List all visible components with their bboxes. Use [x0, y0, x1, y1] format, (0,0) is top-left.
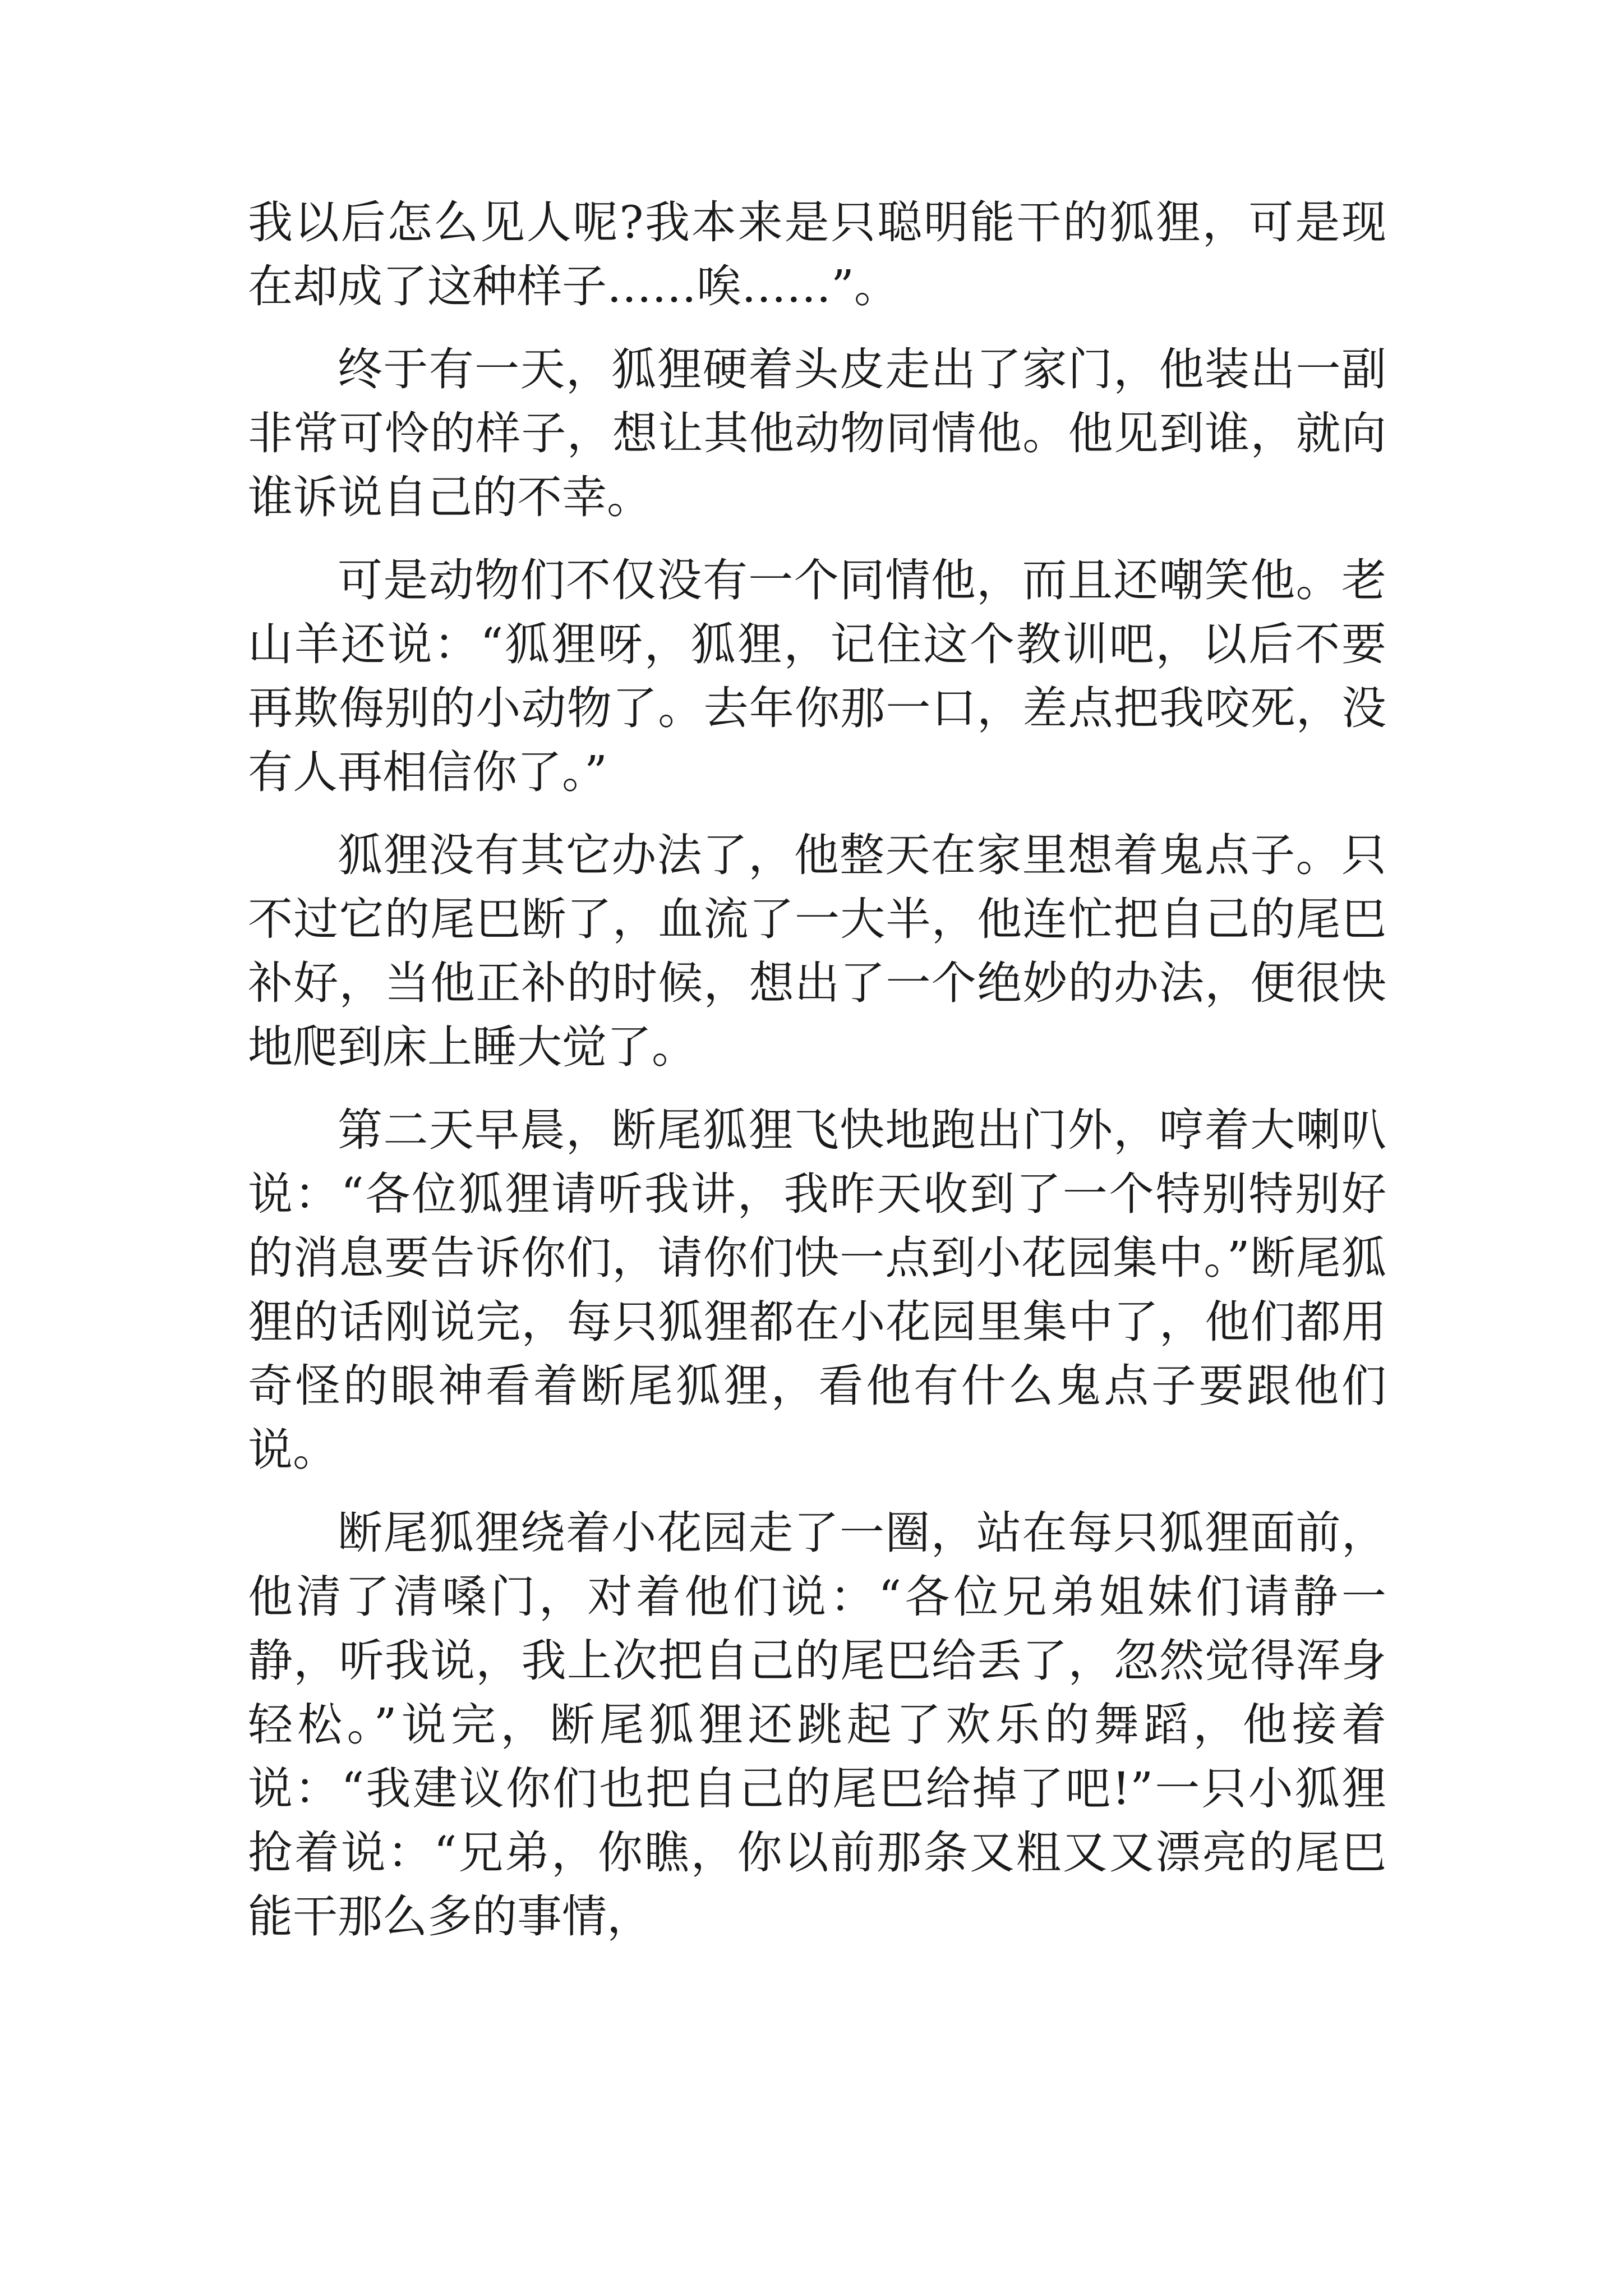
paragraph-2: 终于有一天，狐狸硬着头皮走出了家门，他装出一副非常可怜的样子，想让其他动物同情他。他见到谁，就向谁诉说自己的不幸。	[248, 343, 1386, 523]
paragraph-5: 第二天早晨，断尾狐狸飞快地跑出门外，哼着大喇叭说：“各位狐狸请听我讲，我昨天收到了一个特别特别好的消息要告诉你们，请你们快一点到小花园集中。”断尾狐狸的话刚说完，每只狐狸都在小花园里集中了，他们都用奇怪的眼神看着断尾狐狸，看他有什么鬼点子要跟他们说。	[248, 1104, 1386, 1476]
paragraph-4: 狐狸没有其它办法了，他整天在家里想着鬼点子。只不过它的尾巴断了，血流了一大半，他连忙把自己的尾巴补好，当他正补的时候，想出了一个绝妙的办法，便很快地爬到床上睡大觉了。	[248, 829, 1386, 1073]
document-page	[248, 191, 1386, 1968]
paragraph-1: 我以后怎么见人呢?我本来是只聪明能干的狐狸，可是现在却成了这种样子……唉……”。	[248, 196, 1386, 312]
paragraph-3: 可是动物们不仅没有一个同情他，而且还嘲笑他。老山羊还说：“狐狸呀，狐狸，记住这个教训吧，以后不要再欺侮别的小动物了。去年你那一口，差点把我咬死，没有人再相信你了。”	[248, 554, 1386, 798]
paragraph-6: 断尾狐狸绕着小花园走了一圈，站在每只狐狸面前，他清了清嗓门，对着他们说：“各位兄弟姐妹们请静一静，听我说，我上次把自己的尾巴给丢了，忽然觉得浑身轻松。”说完，断尾狐狸还跳起了欢乐的舞蹈，他接着说：“我建议你们也把自己的尾巴给掉了吧!”一只小狐狸抢着说：“兄弟，你瞧，你以前那条又粗又又漂亮的尾巴能干那么多的事情，	[248, 1507, 1386, 1943]
